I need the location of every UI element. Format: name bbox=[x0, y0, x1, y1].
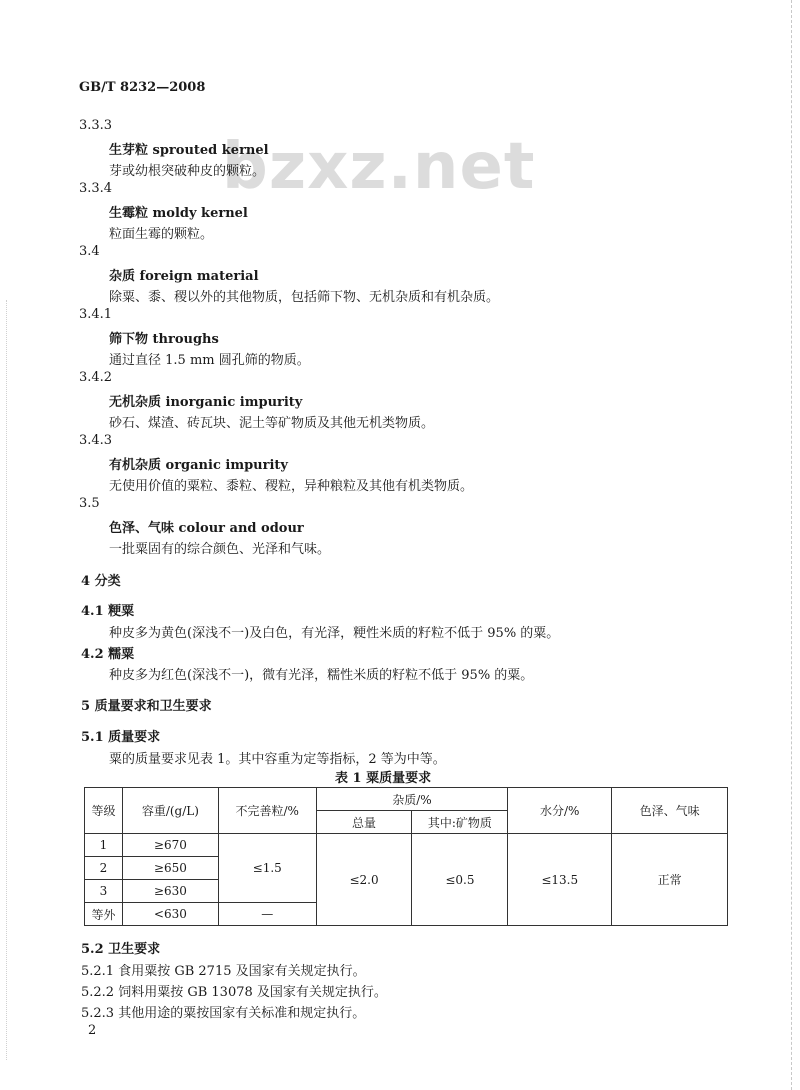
colour-cell: 正常 bbox=[612, 834, 728, 926]
page-edge-right bbox=[791, 0, 792, 1090]
section-number: 3.3.3 bbox=[79, 118, 113, 133]
definition-text: 除粟、黍、稷以外的其他物质，包括筛下物、无机杂质和有机杂质。 bbox=[109, 290, 500, 305]
grade-cell: 3 bbox=[85, 880, 123, 903]
term-heading: 色泽、气味 colour and odour bbox=[109, 521, 304, 536]
page-number: 2 bbox=[88, 1023, 97, 1038]
section-number: 3.4 bbox=[79, 244, 100, 259]
subsection-heading: 5.2 卫生要求 bbox=[81, 942, 161, 957]
chapter-heading: 5 质量要求和卫生要求 bbox=[81, 699, 212, 714]
section-number: 3.4.2 bbox=[79, 370, 113, 385]
grade-cell: 等外 bbox=[85, 903, 123, 926]
definition-text: 砂石、煤渣、砖瓦块、泥土等矿物质及其他无机类物质。 bbox=[109, 416, 435, 431]
term-heading: 无机杂质 inorganic impurity bbox=[109, 395, 303, 410]
header-grade: 等级 bbox=[85, 788, 123, 834]
term-heading: 有机杂质 organic impurity bbox=[109, 458, 288, 473]
header-total: 总量 bbox=[316, 811, 412, 834]
definition-text: 芽或幼根突破种皮的颗粒。 bbox=[109, 164, 266, 179]
chapter-heading: 4 分类 bbox=[81, 574, 121, 589]
section-number: 3.3.4 bbox=[79, 181, 113, 196]
header-imperfect: 不完善粒/% bbox=[218, 788, 316, 834]
header-impurity: 杂质/% bbox=[316, 788, 508, 811]
definition-text: 无使用价值的粟粒、黍粒、稷粒，异种粮粒及其他有机类物质。 bbox=[109, 479, 474, 494]
term-heading: 生霉粒 moldy kernel bbox=[109, 206, 248, 221]
moisture-cell: ≤13.5 bbox=[508, 834, 612, 926]
density-cell: ≥630 bbox=[122, 880, 218, 903]
clause-text: 5.2.2 饲料用粟按 GB 13078 及国家有关规定执行。 bbox=[81, 985, 387, 1000]
term-heading: 生芽粒 sprouted kernel bbox=[109, 143, 269, 158]
clause-text: 5.2.3 其他用途的粟按国家有关标准和规定执行。 bbox=[81, 1006, 366, 1021]
subsection-heading: 4.1 粳粟 bbox=[81, 604, 135, 619]
header-density: 容重/(g/L) bbox=[122, 788, 218, 834]
density-cell: <630 bbox=[122, 903, 218, 926]
standard-header: GB/T 8232—2008 bbox=[79, 80, 206, 95]
definition-text: 粟的质量要求见表 1。其中容重为定等指标，2 等为中等。 bbox=[109, 752, 446, 767]
section-number: 3.5 bbox=[79, 496, 100, 511]
term-heading: 筛下物 throughs bbox=[109, 332, 219, 347]
section-number: 3.4.3 bbox=[79, 433, 113, 448]
definition-text: 粒面生霉的颗粒。 bbox=[109, 227, 214, 242]
mineral-cell: ≤0.5 bbox=[412, 834, 508, 926]
subsection-heading: 4.2 糯粟 bbox=[81, 647, 135, 662]
imperfect-cell: — bbox=[218, 903, 316, 926]
term-heading: 杂质 foreign material bbox=[109, 269, 259, 284]
definition-text: 种皮多为红色(深浅不一)，微有光泽，糯性米质的籽粒不低于 95% 的粟。 bbox=[109, 668, 534, 683]
density-cell: ≥650 bbox=[122, 857, 218, 880]
subsection-heading: 5.1 质量要求 bbox=[81, 730, 161, 745]
grade-cell: 2 bbox=[85, 857, 123, 880]
definition-text: 种皮多为黄色(深浅不一)及白色，有光泽，粳性米质的籽粒不低于 95% 的粟。 bbox=[109, 626, 560, 641]
watermark: bzxz.net bbox=[222, 130, 536, 204]
clause-text: 5.2.1 食用粟按 GB 2715 及国家有关规定执行。 bbox=[81, 964, 366, 979]
imperfect-cell: ≤1.5 bbox=[218, 834, 316, 903]
page-edge-left bbox=[6, 300, 7, 1060]
table-title: 表 1 粟质量要求 bbox=[335, 771, 432, 786]
header-moisture: 水分/% bbox=[508, 788, 612, 834]
definition-text: 一批粟固有的综合颜色、光泽和气味。 bbox=[109, 542, 331, 557]
header-mineral: 其中:矿物质 bbox=[412, 811, 508, 834]
grade-cell: 1 bbox=[85, 834, 123, 857]
impurity-total-cell: ≤2.0 bbox=[316, 834, 412, 926]
definition-text: 通过直径 1.5 mm 圆孔筛的物质。 bbox=[109, 353, 310, 368]
quality-table bbox=[84, 787, 728, 926]
section-number: 3.4.1 bbox=[79, 307, 113, 322]
density-cell: ≥670 bbox=[122, 834, 218, 857]
header-colour: 色泽、气味 bbox=[612, 788, 728, 834]
